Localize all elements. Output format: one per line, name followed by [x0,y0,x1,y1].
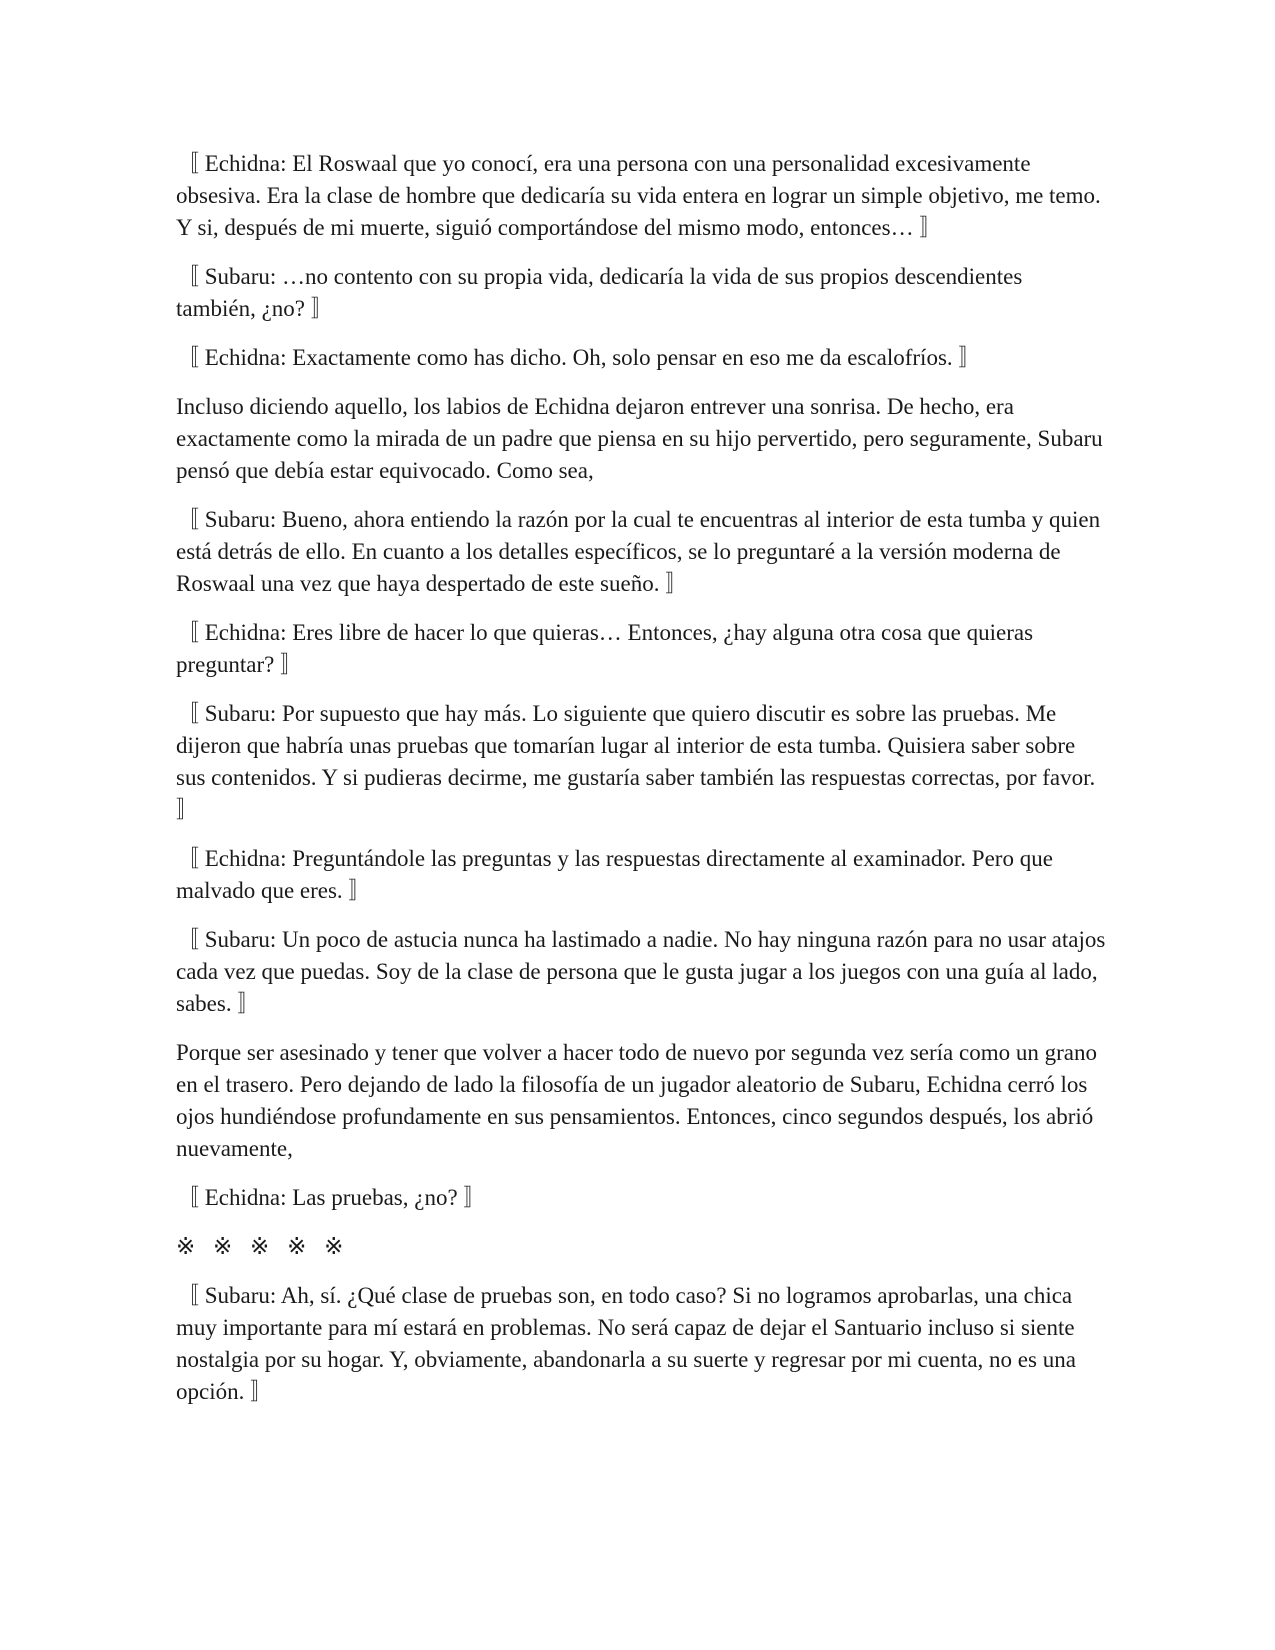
dialogue-paragraph: 〚 Echidna: Preguntándole las preguntas y las respuestas directamente al examinador. Pero que malvado que eres. 〛 [176,846,1053,903]
dialogue-paragraph: 〚 Echidna: El Roswaal que yo conocí, era una persona con una personalidad excesivamente obsesiva. Era la clase de hombre que dedicaría su vida entera en lograr un simple objetivo, me temo. Y si, después de mi muerte, siguió comportándose del mismo modo, entonces… 〛 [176,151,1101,240]
dialogue-paragraph: 〚 Echidna: Exactamente como has dicho. Oh, solo pensar en eso me da escalofríos. 〛 [176,345,982,370]
dialogue-paragraph: 〚 Subaru: Un poco de astucia nunca ha lastimado a nadie. No hay ninguna razón para no usar atajos cada vez que puedas. Soy de la clase de persona que le gusta jugar a los juegos con una guía al lado, sabes. 〛 [176,927,1106,1016]
dialogue-paragraph: 〚 Subaru: …no contento con su propia vida, dedicaría la vida de sus propios descendientes también, ¿no? 〛 [176,264,1023,321]
dialogue-paragraph: 〚 Echidna: Eres libre de hacer lo que quieras… Entonces, ¿hay alguna otra cosa que quieras preguntar? 〛 [176,620,1034,677]
dialogue-paragraph: 〚 Subaru: Ah, sí. ¿Qué clase de pruebas son, en todo caso? Si no logramos aprobarlas, una chica muy importante para mí estará en problemas. No será capaz de dejar el Santuario incluso si siente nostalgia por su hogar. Y, obviamente, abandonarla a su suerte y regresar por mi cuenta, no es una opción. 〛 [176,1283,1076,1404]
narration-paragraph: Porque ser asesinado y tener que volver a hacer todo de nuevo por segunda vez sería como un grano en el trasero. Pero dejando de lado la filosofía de un jugador aleatorio de Subaru, Echidna cerró los ojos hundiéndose profundamente en sus pensamientos. Entonces, cinco segundos después, los abrió nuevamente, [176,1040,1097,1161]
narration-paragraph: Incluso diciendo aquello, los labios de Echidna dejaron entrever una sonrisa. De hecho, era exactamente como la mirada de un padre que piensa en su hijo pervertido, pero seguramente, Subaru pensó que debía estar equivocado. Como sea, [176,394,1103,483]
text-body [176,148,1106,1425]
dialogue-paragraph: 〚 Echidna: Las pruebas, ¿no? 〛 [176,1185,487,1210]
dialogue-paragraph: 〚 Subaru: Por supuesto que hay más. Lo siguiente que quiero discutir es sobre las pruebas. Me dijeron que habría unas pruebas que tomarían lugar al interior de esta tumba. Quisiera saber sobre sus contenidos. Y si pudieras decirme, me gustaría saber también las respuestas correctas, por favor. 〛 [176,701,1096,822]
scene-separator: ※ ※ ※ ※ ※ [176,1234,350,1259]
dialogue-paragraph: 〚 Subaru: Bueno, ahora entiendo la razón por la cual te encuentras al interior de esta tumba y quien está detrás de ello. En cuanto a los detalles específicos, se lo preguntaré a la versión moderna de Roswaal una vez que haya despertado de este sueño. 〛 [176,507,1101,596]
